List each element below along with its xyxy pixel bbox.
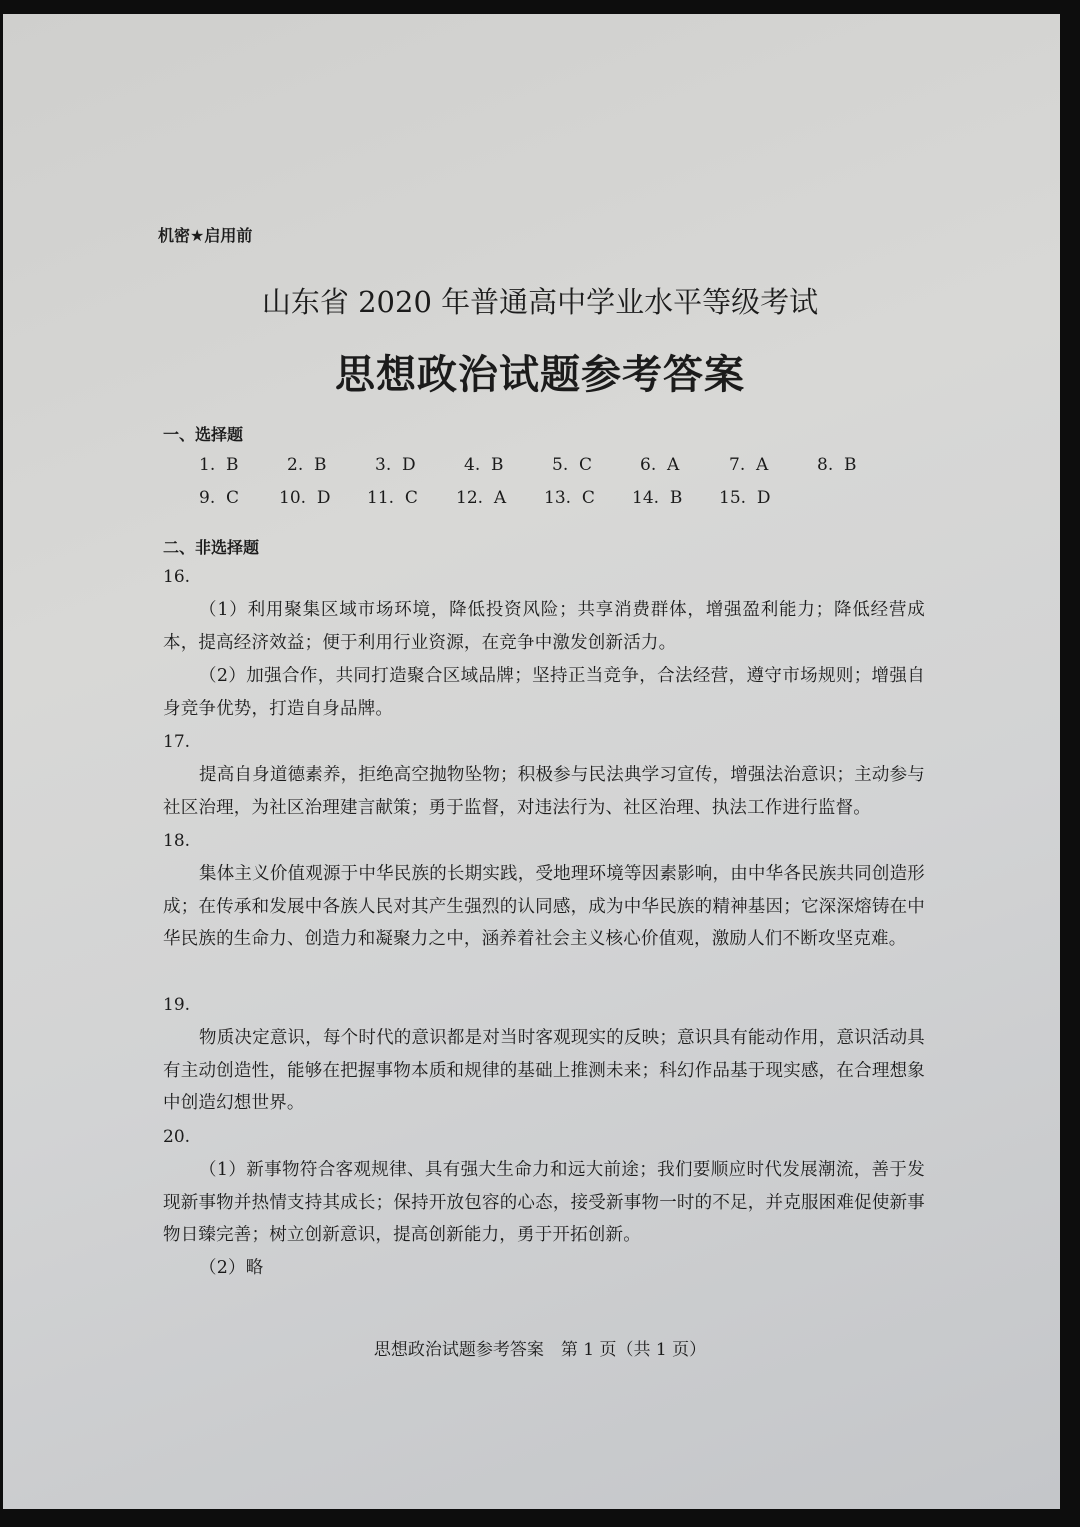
answer-paragraph: 物质决定意识，每个时代的意识都是对当时客观现实的反映；意识具有能动作用，意识活动具有主动创造性，能够在把握事物本质和规律的基础上推测未来；科幻作品基于现实感，在合理想象中创造幻想世界。 [163, 1028, 925, 1113]
question-number-20: 20. [163, 1127, 191, 1147]
question-number-16: 16. [163, 567, 191, 587]
confidential-label: 机密★启用前 [158, 226, 253, 245]
answer-paragraph: （1）新事物符合客观规律、具有强大生命力和远大前途；我们要顺应时代发展潮流，善于发现新事物并热情支持其成长；保持开放包容的心态，接受新事物一时的不足，并克服困难促使新事物日臻完善；树立创新意识，提高创新能力，勇于开拓创新。 [163, 1160, 925, 1245]
answer-item: 14. B [632, 488, 683, 508]
answer-paragraph: 集体主义价值观源于中华民族的长期实践，受地理环境等因素影响，由中华各民族共同创造形成；在传承和发展中各族人民对其产生强烈的认同感，成为中华民族的精神基因；它深深熔铸在中华民族的生命力、创造力和凝聚力之中，涵养着社会主义核心价值观，激励人们不断攻坚克难。 [163, 864, 925, 949]
answer-item: 13. C [544, 488, 595, 508]
question-number-17: 17. [163, 732, 191, 752]
answer-item: 12. A [456, 488, 507, 508]
exam-title: 山东省 2020 年普通高中学业水平等级考试 [261, 285, 819, 319]
document-title: 思想政治试题参考答案 [335, 351, 745, 398]
answer-item: 5. C [552, 455, 593, 475]
question-number-19: 19. [163, 995, 191, 1015]
answer-item: 8. B [817, 455, 857, 475]
answer-item: 1. B [199, 455, 239, 475]
answer-item: 3. D [375, 455, 416, 475]
answer-paragraph: （2）加强合作，共同打造聚合区域品牌；坚持正当竞争，合法经营，遵守市场规则；增强自身竞争优势，打造自身品牌。 [163, 666, 925, 719]
answer-item: 15. D [719, 488, 771, 508]
section-multiple-choice-heading: 一、选择题 [163, 425, 244, 444]
answer-paragraph: （1）利用聚集区域市场环境，降低投资风险；共享消费群体，增强盈利能力；降低经营成本，提高经济效益；便于利用行业资源，在竞争中激发创新活力。 [163, 600, 925, 653]
question-number-18: 18. [163, 831, 191, 851]
answer-item: 7. A [729, 455, 769, 475]
answer-paragraph: 提高自身道德素养，拒绝高空抛物坠物；积极参与民法典学习宣传，增强法治意识；主动参与社区治理，为社区治理建言献策；勇于监督，对违法行为、社区治理、执法工作进行监督。 [163, 765, 925, 818]
section-open-questions-heading: 二、非选择题 [163, 538, 260, 557]
answer-item: 10. D [279, 488, 331, 508]
answer-item: 2. B [287, 455, 327, 475]
answer-item: 11. C [367, 488, 418, 508]
answer-item: 9. C [199, 488, 240, 508]
answer-item: 4. B [464, 455, 504, 475]
page-footer: 思想政治试题参考答案 第 1 页（共 1 页） [373, 1340, 707, 1360]
answer-paragraph: （2）略 [199, 1258, 264, 1278]
answer-item: 6. A [640, 455, 680, 475]
